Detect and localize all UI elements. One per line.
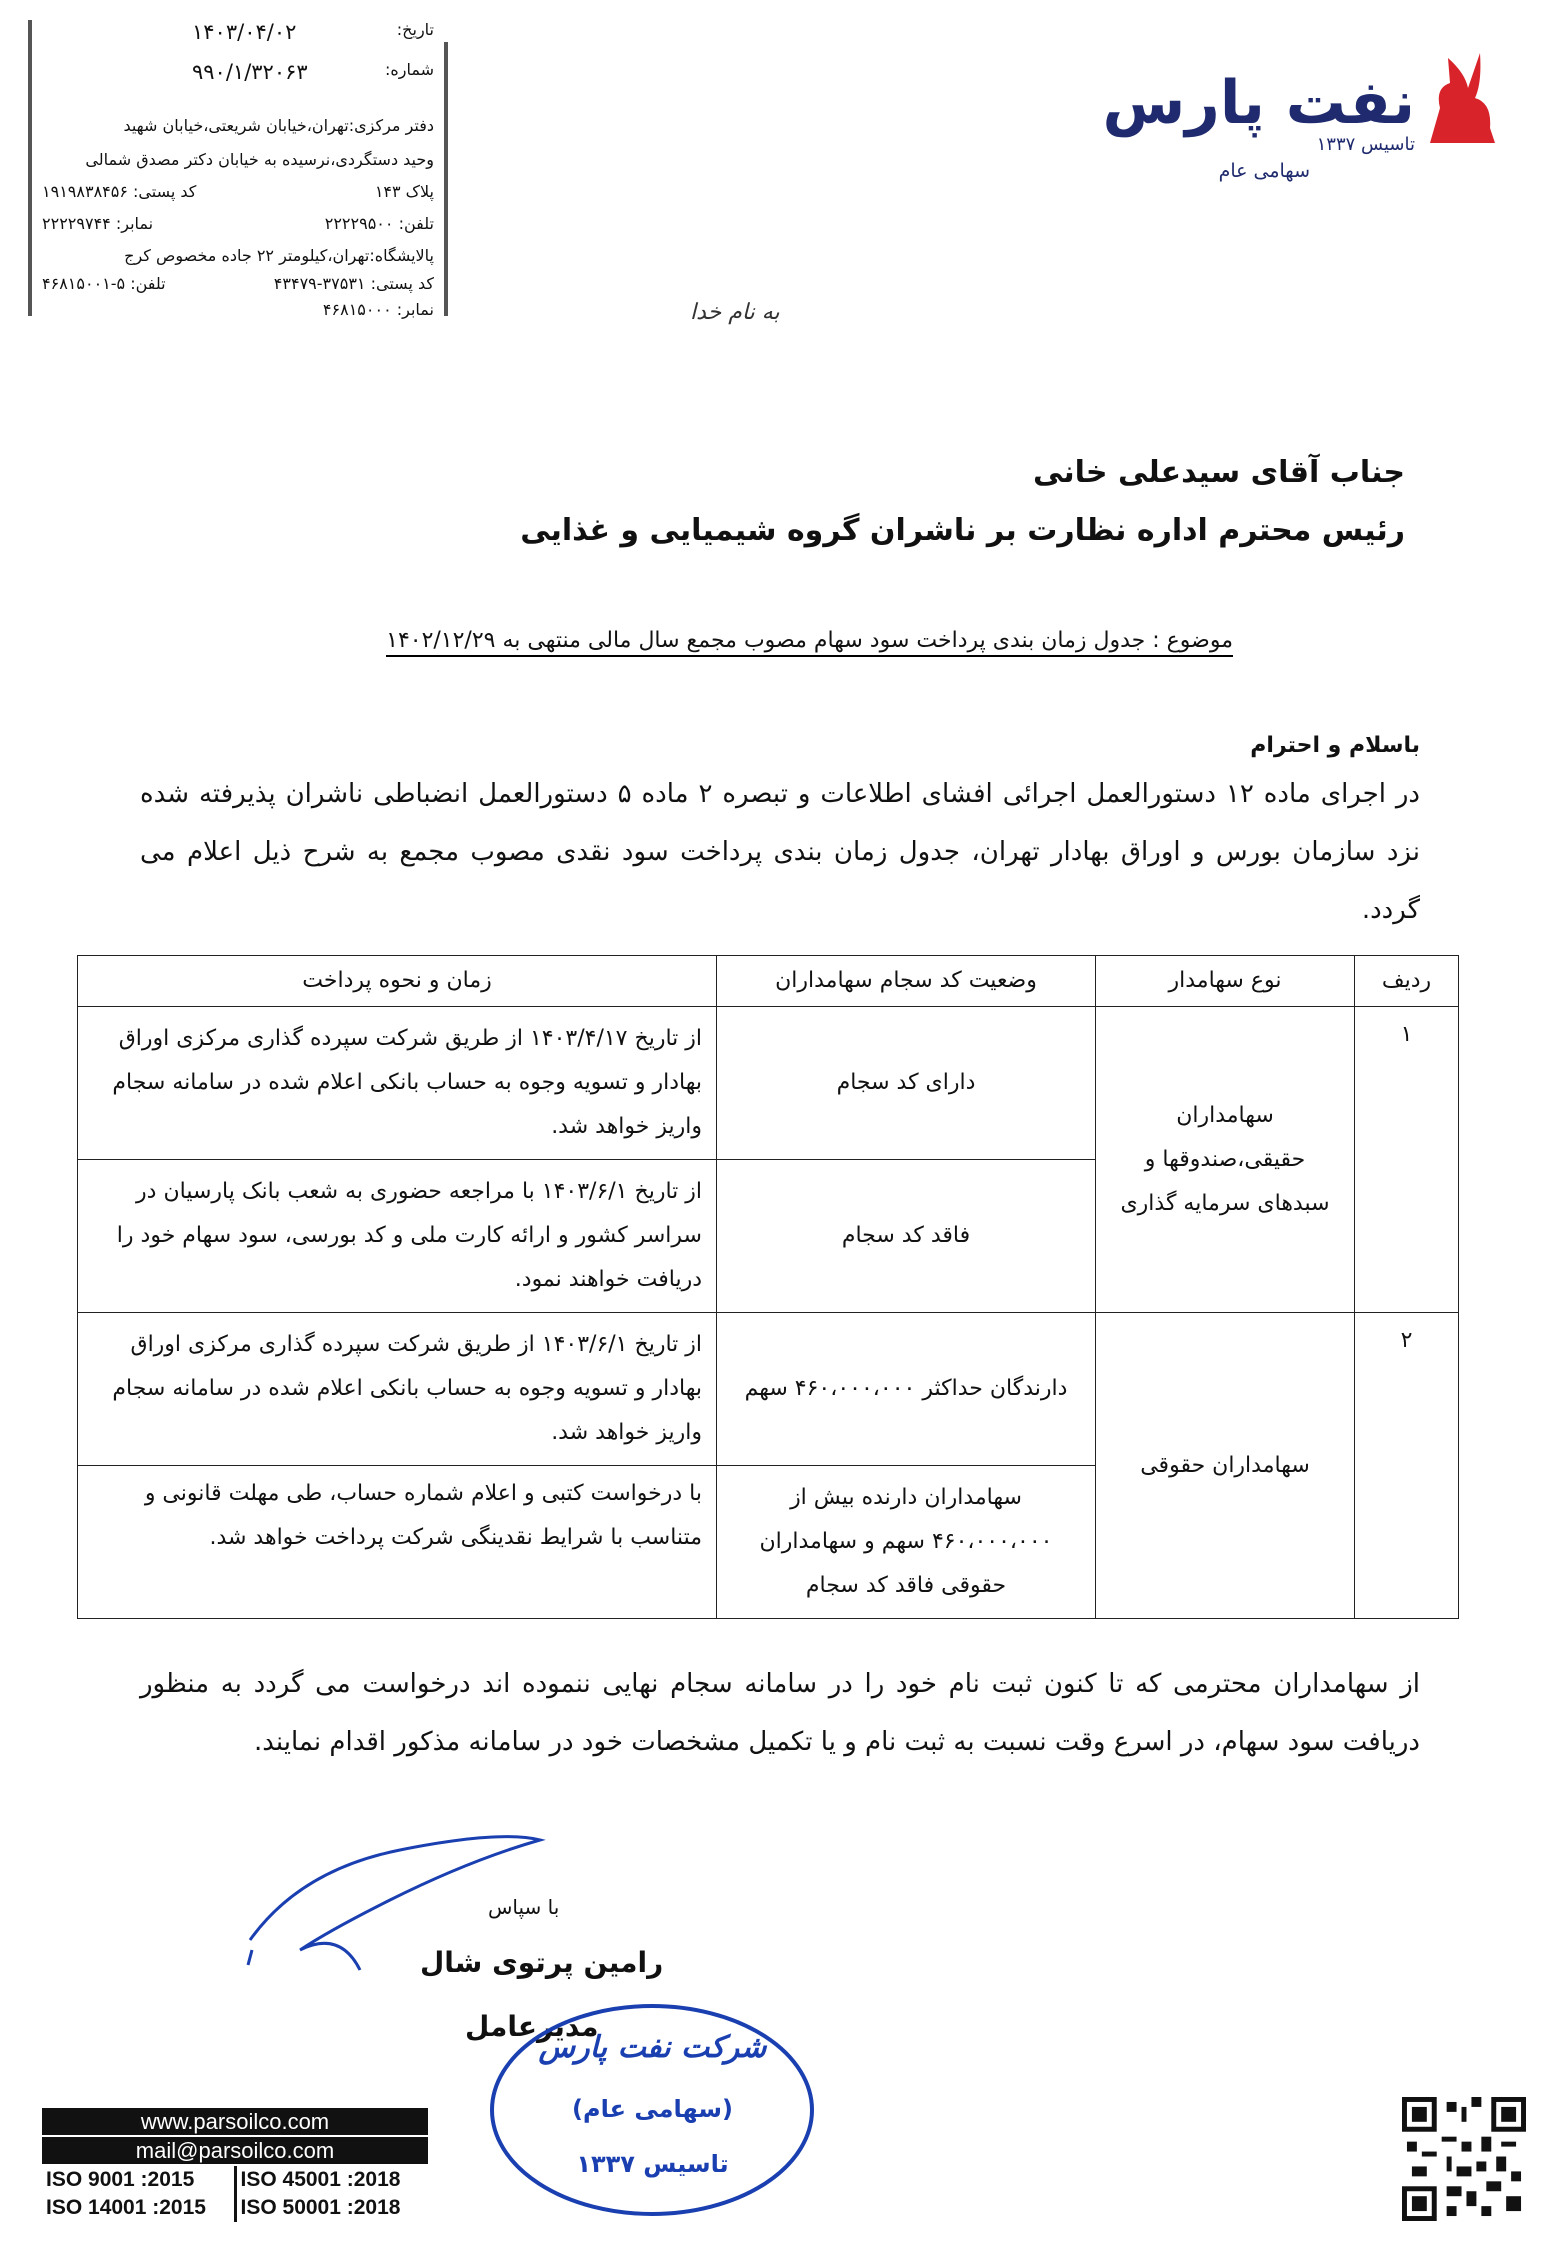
- company-stamp: [485, 2000, 820, 2220]
- dividend-schedule-table: [77, 955, 1459, 1619]
- number-value: ۹۹۰/۱/۳۲۰۶۳: [192, 60, 308, 84]
- address-line-2: وحید دستگردی،نرسیده به خیابان دکتر مصدق شمالی: [85, 150, 434, 169]
- fax-label: نمابر:: [115, 214, 154, 233]
- closing-thanks: با سپاس: [488, 1895, 560, 1919]
- row1b-payment: از تاریخ ۱۴۰۳/۶/۱ با مراجعه حضوری به شعب بانک پارسیان در سراسر کشور و ارائه کارت ملی و کد بورسی، سود سهام خود را دریافت خواهند نمود.: [78, 1160, 717, 1313]
- addressee-title: رئیس محترم اداره نظارت بر ناشران گروه شیمیایی و غذایی: [520, 513, 1405, 548]
- header-index: ردیف: [1355, 956, 1459, 1007]
- info-left-bar: [28, 20, 32, 316]
- table-header-row: [78, 956, 1459, 1007]
- iso-45001: ISO 45001 :2018: [240, 2168, 401, 2191]
- tel-value: ۲۲۲۲۹۵۰۰: [324, 214, 394, 233]
- stamp-company: شرکت نفت پارس: [538, 2030, 767, 2065]
- qr-code-icon[interactable]: [1402, 2097, 1526, 2221]
- plaque-postal-row: [42, 182, 434, 201]
- row1-type: سهامداران حقیقی،صندوقها و سبدهای سرمایه گذاری: [1096, 1007, 1355, 1313]
- date-label: تاریخ:: [396, 20, 434, 39]
- refinery-fax-value: ۴۶۸۱۵۰۰۰: [322, 300, 392, 319]
- stamp-since: تاسیس ۱۳۳۷: [576, 2150, 729, 2178]
- refinery-fax-row: [42, 300, 434, 319]
- refinery-tel-label: تلفن:: [130, 274, 166, 293]
- logo-since-text: تاسیس ۱۳۳۷: [1316, 134, 1415, 155]
- date-value: ۱۴۰۳/۰۴/۰۲: [192, 20, 297, 44]
- signer-name: رامین پرتوی شال: [420, 1946, 664, 1979]
- row2a-payment: از تاریخ ۱۴۰۳/۶/۱ از طریق شرکت سپرده گذاری مرکزی اوراق بهادار و تسویه وجوه به حساب بانکی اعلام شده در سامانه سجام واریز خواهد شد.: [78, 1313, 717, 1466]
- paragraph-intro: در اجرای ماده ۱۲ دستورالعمل اجرائی افشای اطلاعات و تبصره ۲ ماده ۵ دستورالعمل انضباطی ناشران پذیرفته شده نزد سازمان بورس و اوراق بهادار تهران، جدول زمان بندی پرداخت سود نقدی مصوب مجمع به شرح ذیل اعلام می گردد.: [140, 779, 1420, 925]
- info-right-bar: [444, 42, 448, 316]
- paragraph-sejam-request: از سهامداران محترمی که تا کنون ثبت نام خود را در سامانه سجام نهایی ننموده اند درخواست می گردد به منظور دریافت سود سهام، در اسرع وقت نسبت به ثبت نام و یا تکمیل مشخصات خود در سامانه مذکور اقدام نمایند.: [140, 1669, 1420, 1757]
- table-row: [78, 1007, 1459, 1160]
- signer-position: مدیرعامل: [465, 2010, 599, 2043]
- row1-index: ۱: [1355, 1007, 1459, 1313]
- letter-info-block: [28, 20, 448, 320]
- refinery-postal-row: [42, 274, 434, 293]
- row2-index: ۲: [1355, 1313, 1459, 1619]
- tel-fax-row: [42, 214, 434, 233]
- iso-9001: ISO 9001 :2015: [42, 2166, 237, 2194]
- iso-row-2: [42, 2194, 428, 2222]
- iso-50001: ISO 50001 :2018: [240, 2196, 401, 2219]
- tel-label: تلفن:: [398, 214, 434, 233]
- table-row: [78, 1313, 1459, 1466]
- logo-company-type: سهامی عام: [1218, 160, 1310, 182]
- plaque-label: پلاک ۱۴۳: [374, 182, 434, 201]
- date-row: [42, 20, 434, 44]
- refinery-line: پالایشگاه:تهران،کیلومتر ۲۲ جاده مخصوص کرج: [124, 246, 434, 265]
- website-link[interactable]: www.parsoilco.com: [42, 2108, 428, 2135]
- footer-contact: [42, 2108, 428, 2222]
- addressee-name: جناب آقای سیدعلی خانی: [1033, 455, 1405, 490]
- winged-lion-icon: [1420, 48, 1500, 148]
- row1b-status: فاقد کد سجام: [717, 1160, 1096, 1313]
- header-sejam-status: وضعیت کد سجام سهامداران: [717, 956, 1096, 1007]
- row2a-status: دارندگان حداکثر ۴۶۰،۰۰۰،۰۰۰ سهم: [717, 1313, 1096, 1466]
- iso-14001: ISO 14001 :2015: [42, 2194, 237, 2222]
- address-line-1: دفتر مرکزی:تهران،خیابان شریعتی،خیابان شهید: [123, 116, 434, 135]
- company-logo: [1050, 48, 1500, 188]
- postal-value: ۱۹۱۹۸۳۸۴۵۶: [42, 182, 128, 201]
- greeting: باسلام و احترام: [1250, 733, 1420, 758]
- refinery-tel-value: ۵-۴۶۸۱۵۰۰۱: [42, 274, 126, 293]
- row2b-status: سهامداران دارنده بیش از ۴۶۰،۰۰۰،۰۰۰ سهم و سهامداران حقوقی فاقد کد سجام: [717, 1466, 1096, 1619]
- letter-subject: موضوع : جدول زمان بندی پرداخت سود سهام مصوب مجمع سال مالی منتهی به ۱۴۰۲/۱۲/۲۹: [386, 628, 1233, 657]
- basmala: به نام خدا: [690, 300, 780, 325]
- refinery-postal-label: کد پستی:: [370, 274, 434, 293]
- number-label: شماره:: [384, 60, 434, 79]
- row2b-payment: با درخواست کتبی و اعلام شماره حساب، طی مهلت قانونی و متناسب با شرایط نقدینگی شرکت پرداخت خواهد شد.: [78, 1466, 717, 1619]
- email-link[interactable]: mail@parsoilco.com: [42, 2137, 428, 2164]
- row1a-status: دارای کد سجام: [717, 1007, 1096, 1160]
- refinery-fax-label: نمابر:: [396, 300, 434, 319]
- fax-value: ۲۲۲۲۹۷۴۴: [42, 214, 111, 233]
- number-row: [42, 60, 434, 84]
- row1a-payment: از تاریخ ۱۴۰۳/۴/۱۷ از طریق شرکت سپرده گذاری مرکزی اوراق بهادار و تسویه وجوه به حساب بانکی اعلام شده در سامانه سجام واریز خواهد شد.: [78, 1007, 717, 1160]
- header-payment: زمان و نحوه پرداخت: [78, 956, 717, 1007]
- logo-brand-text: نفت پارس: [1102, 68, 1415, 138]
- row2-type: سهامداران حقوقی: [1096, 1313, 1355, 1619]
- refinery-postal-value: ۳۷۵۳۱-۴۳۴۷۹: [273, 274, 366, 293]
- header-type: نوع سهامدار: [1096, 956, 1355, 1007]
- stamp-type: (سهامی عام): [572, 2095, 733, 2123]
- iso-row-1: [42, 2166, 428, 2194]
- postal-label: کد پستی:: [133, 182, 197, 201]
